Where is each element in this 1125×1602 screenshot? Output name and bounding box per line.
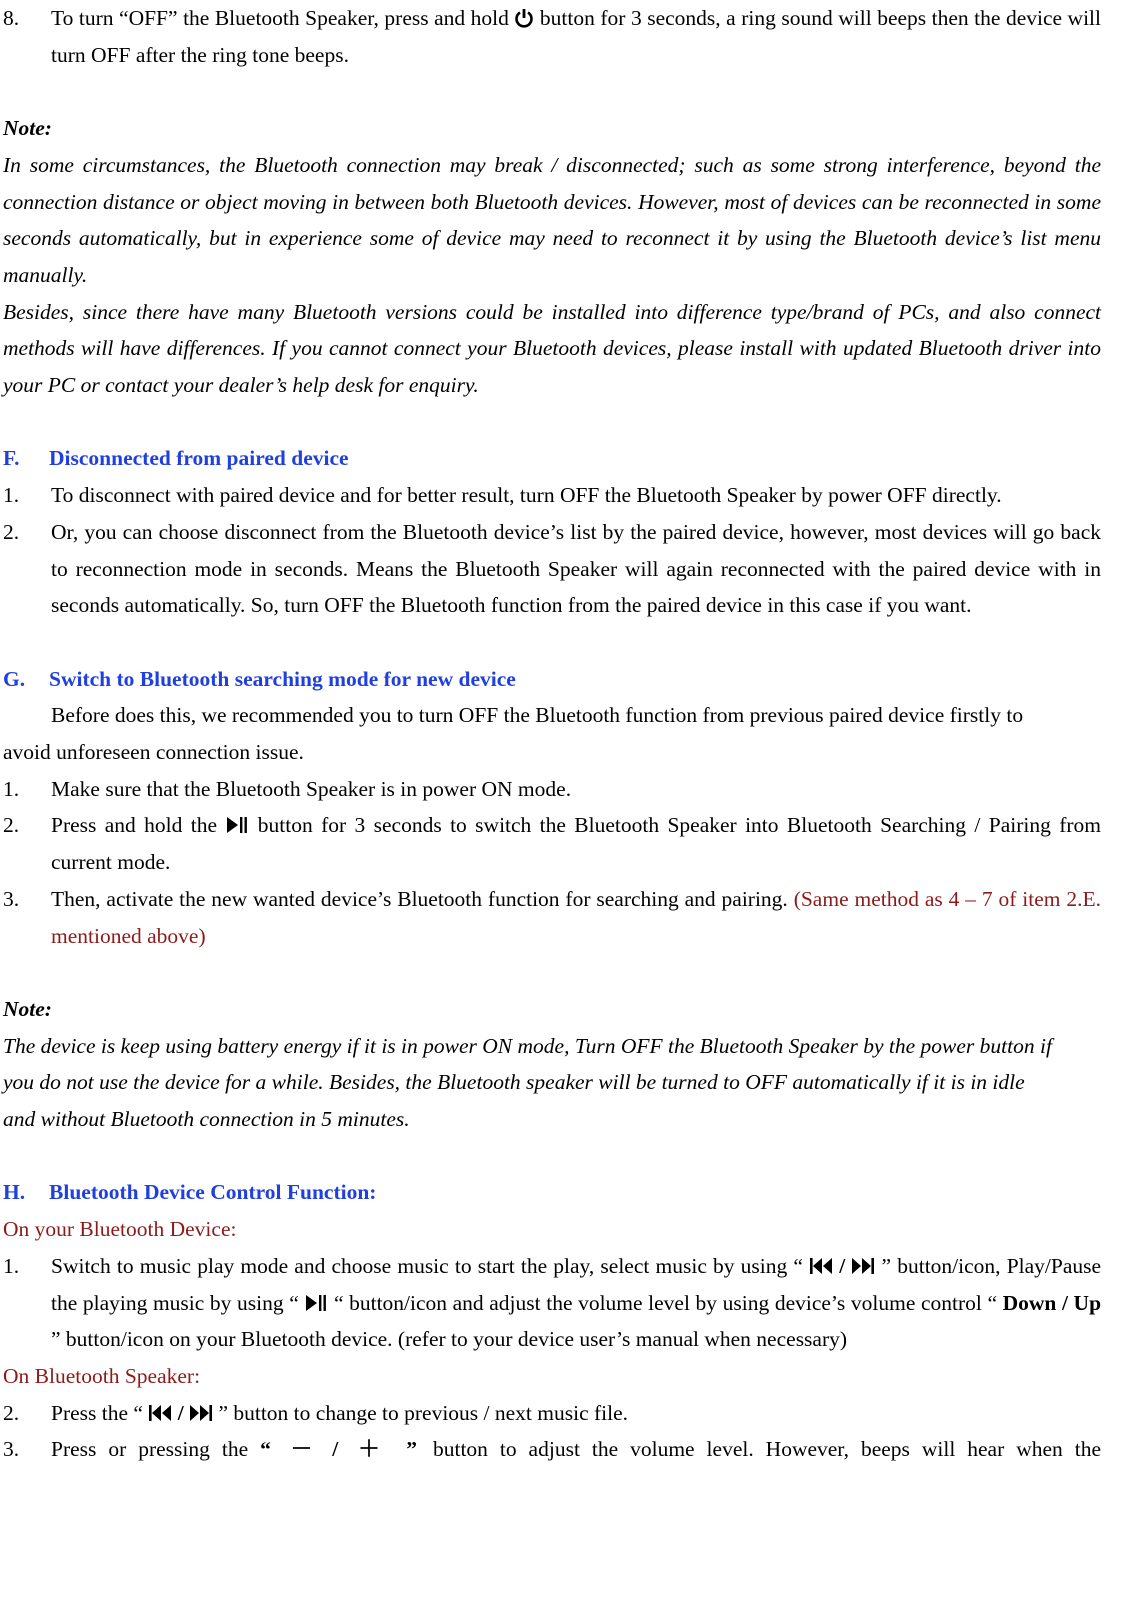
next-track-icon (189, 1403, 213, 1423)
list-text: Or, you can choose disconnect from the Bluetooth device’s list by the paired device, however, most devices will go back to reconnection mode in seconds. Means the Bluetooth Speaker will again reconnected with the paired device with in seconds automatically. So, turn OFF the Bluetooth function from the paired device in this case if you want. (51, 519, 1101, 618)
list-item (3, 881, 1101, 954)
list-number: 2. (3, 519, 20, 544)
list-number: 1. (3, 776, 20, 801)
list-number: 3. (3, 886, 20, 911)
icon-separator: / (177, 1400, 184, 1425)
subheading: On Bluetooth Speaker: (3, 1363, 201, 1388)
section-letter: F. (3, 446, 20, 471)
note-label: Note: (3, 116, 52, 141)
list-item (3, 1248, 1101, 1358)
document-page (3, 0, 1101, 1468)
note-label: Note: (3, 996, 52, 1021)
list-text: Make sure that the Bluetooth Speaker is in power ON mode. (51, 776, 572, 801)
play-pause-icon (304, 1293, 328, 1313)
section-letter: H. (3, 1180, 26, 1205)
volume-symbol: “ － / ＋ ” (260, 1437, 421, 1462)
list-number: 2. (3, 1400, 20, 1425)
list-item (3, 1431, 1101, 1468)
list-item (3, 1395, 1101, 1432)
previous-track-icon (809, 1256, 833, 1276)
section-heading-f (3, 440, 1101, 477)
list-item (3, 807, 1101, 880)
list-text: Press the “ / ” button to change to previous / next music file. (51, 1400, 629, 1425)
list-item-8 (3, 0, 1101, 73)
play-pause-icon (225, 815, 249, 835)
section-heading-g (3, 661, 1101, 698)
section-title: Switch to Bluetooth searching mode for new device (49, 666, 516, 691)
list-number: 8. (3, 6, 20, 30)
section-heading-h (3, 1174, 1101, 1211)
cross-reference: (Same method as 4 – 7 of item 2.E. mentioned above) (51, 886, 1101, 948)
section-title: Disconnected from paired device (49, 446, 349, 471)
volume-control-label: Down / Up (1002, 1290, 1102, 1315)
icon-separator: / (839, 1253, 846, 1278)
list-text: To turn “OFF” the Bluetooth Speaker, press and hold button for 3 seconds, a ring sound will beeps then the device will turn OFF after the ring tone beeps. (51, 6, 1102, 67)
section-intro: Before does this, we recommended you to turn OFF the Bluetooth function from previous paired device firstly to avoid unforeseen connection issue. (3, 703, 1024, 765)
previous-track-icon (148, 1403, 172, 1423)
list-text: Switch to music play mode and choose music to start the play, select music by using “ / ” button/icon, Play/Pause the playing music by using “ “ button/icon and adjust the volume level by using device’s volume control “ Down / Up ” button/icon on your Bluetooth device. (refer to your device user’s manual when necessary) (51, 1253, 1102, 1352)
subheading: On your Bluetooth Device: (3, 1217, 237, 1242)
section-title: Bluetooth Device Control Function: (49, 1180, 377, 1205)
list-number: 3. (3, 1437, 20, 1462)
list-item (3, 771, 1101, 808)
note-paragraph: The device is keep using battery energy if it is in power ON mode, Turn OFF the Bluetooth Speaker by the power button if you do not use the device for a while. Besides, the Bluetooth speaker will be turned to OFF automatically if it is in idle and without Bluetooth connection in 5 minutes. (3, 1033, 1052, 1132)
list-number: 1. (3, 1253, 20, 1278)
list-text: To disconnect with paired device and for better result, turn OFF the Bluetooth Speaker by power OFF directly. (51, 483, 1002, 508)
list-text: Press or pressing the “ － / ＋ ” button to adjust the volume level. However, beeps will hear when the (51, 1437, 1102, 1462)
note-paragraph: Besides, since there have many Bluetooth versions could be installed into difference type/brand of PCs, and also connect methods will have differences. If you cannot connect your Bluetooth devices, please install with updated Bluetooth driver into your PC or contact your dealer’s help desk for enquiry. (3, 299, 1101, 398)
list-number: 1. (3, 483, 20, 508)
list-text: Then, activate the new wanted device’s Bluetooth function for searching and pairing. (Same method as 4 – 7 of item 2.E. mentioned above) (51, 886, 1101, 948)
note-paragraph: In some circumstances, the Bluetooth connection may break / disconnected; such as some strong interference, beyond the connection distance or object moving in between both Bluetooth devices. However, most of devices can be reconnected in some seconds automatically, but in experience some of device may need to reconnect it by using the Bluetooth device’s list menu manually. (3, 152, 1101, 287)
list-item (3, 477, 1101, 514)
power-icon (514, 8, 534, 28)
next-track-icon (851, 1256, 875, 1276)
list-number: 2. (3, 813, 20, 838)
section-letter: G. (3, 666, 26, 691)
list-item (3, 514, 1101, 624)
list-text: Press and hold the button for 3 seconds to switch the Bluetooth Speaker into Bluetooth Searching / Pairing from current mode. (51, 813, 1102, 875)
